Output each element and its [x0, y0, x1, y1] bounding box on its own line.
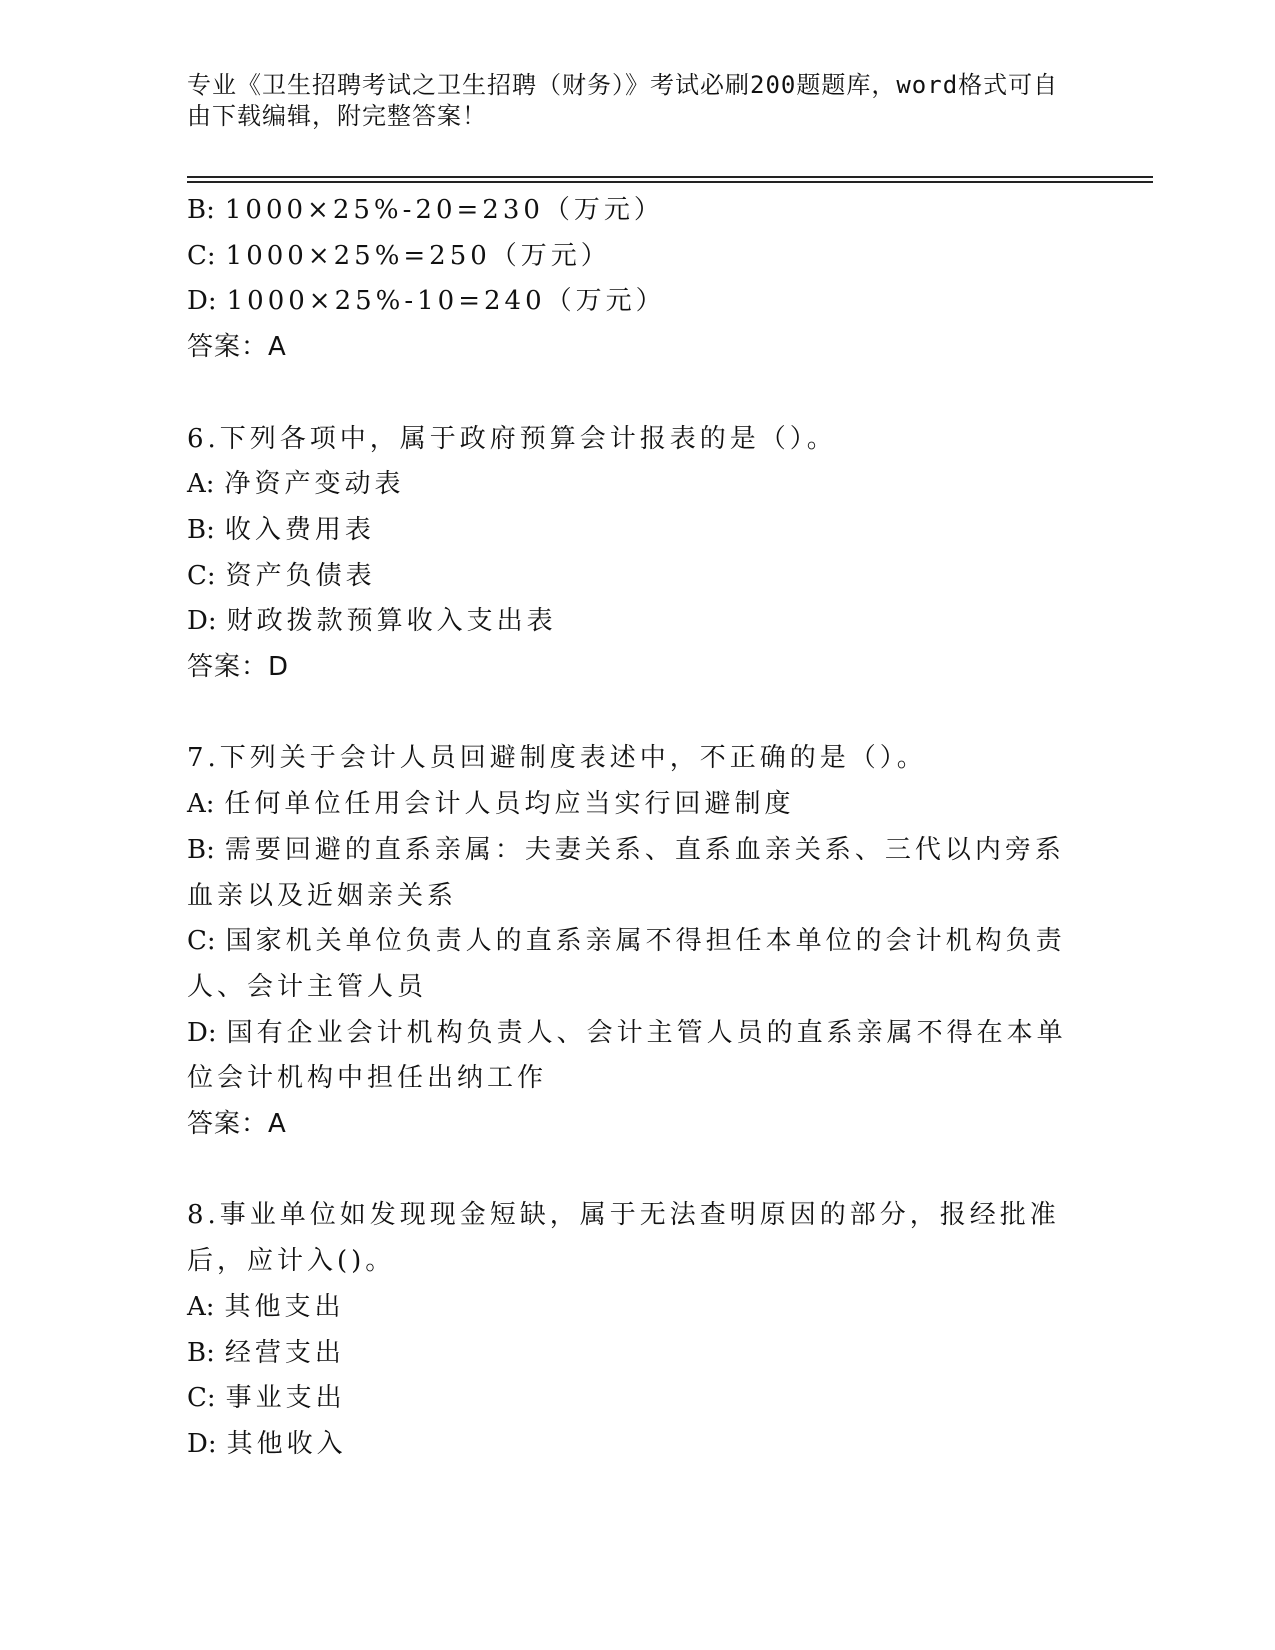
option-b: B: 1000×25%-20=230（万元）	[187, 195, 664, 225]
option-c: C: 国家机关单位负责人的直系亲属不得担任本单位的会计机构负责人、会计主管人员	[187, 926, 1066, 1002]
answer-line: 答案：A	[187, 332, 287, 363]
option-a: A: 其他支出	[187, 1291, 345, 1322]
option-b: B: 收入费用表	[187, 514, 375, 545]
document-header: 专业《卫生招聘考试之卫生招聘（财务）》考试必刷200题题库，word格式可自由下载编辑，附完整答案！	[187, 71, 1059, 130]
option-d: D: 国有企业会计机构负责人、会计主管人员的直系亲属不得在本单位会计机构中担任出纳工作	[187, 1017, 1067, 1094]
option-d: D: 财政拨款预算收入支出表	[187, 606, 557, 637]
option-c: C: 1000×25%=250（万元）	[187, 240, 611, 271]
question-5-tail	[187, 188, 1087, 371]
header-divider-bottom	[187, 181, 1153, 183]
question-stem: 8.事业单位如发现现金短缺，属于无法查明原因的部分，报经批准后，应计入()。	[187, 1200, 1060, 1277]
option-a: A: 任何单位任用会计人员均应当实行回避制度	[187, 789, 795, 820]
option-b: B: 经营支出	[187, 1337, 345, 1368]
option-d: D: 其他收入	[187, 1428, 347, 1459]
header-divider-top	[187, 176, 1153, 178]
option-c: C: 资产负债表	[187, 560, 376, 591]
question-stem: 7.下列关于会计人员回避制度表述中，不正确的是（）。	[187, 743, 927, 774]
answer-line: 答案：A	[187, 1109, 287, 1140]
question-content	[187, 188, 1087, 1468]
answer-line: 答案：D	[187, 652, 290, 683]
option-b: B: 需要回避的直系亲属：夫妻关系、直系血亲关系、三代以内旁系血亲以及近姻亲关系	[187, 834, 1065, 911]
option-d: D: 1000×25%-10=240（万元）	[187, 286, 666, 317]
spacer	[187, 691, 1087, 737]
question-8	[187, 1193, 1087, 1467]
option-c: C: 事业支出	[187, 1383, 346, 1414]
question-7	[187, 736, 1087, 1147]
spacer	[187, 1148, 1087, 1194]
question-6	[187, 417, 1087, 691]
option-a: A: 净资产变动表	[187, 469, 405, 500]
spacer	[187, 371, 1087, 417]
question-stem: 6.下列各项中，属于政府预算会计报表的是（）。	[187, 423, 837, 454]
